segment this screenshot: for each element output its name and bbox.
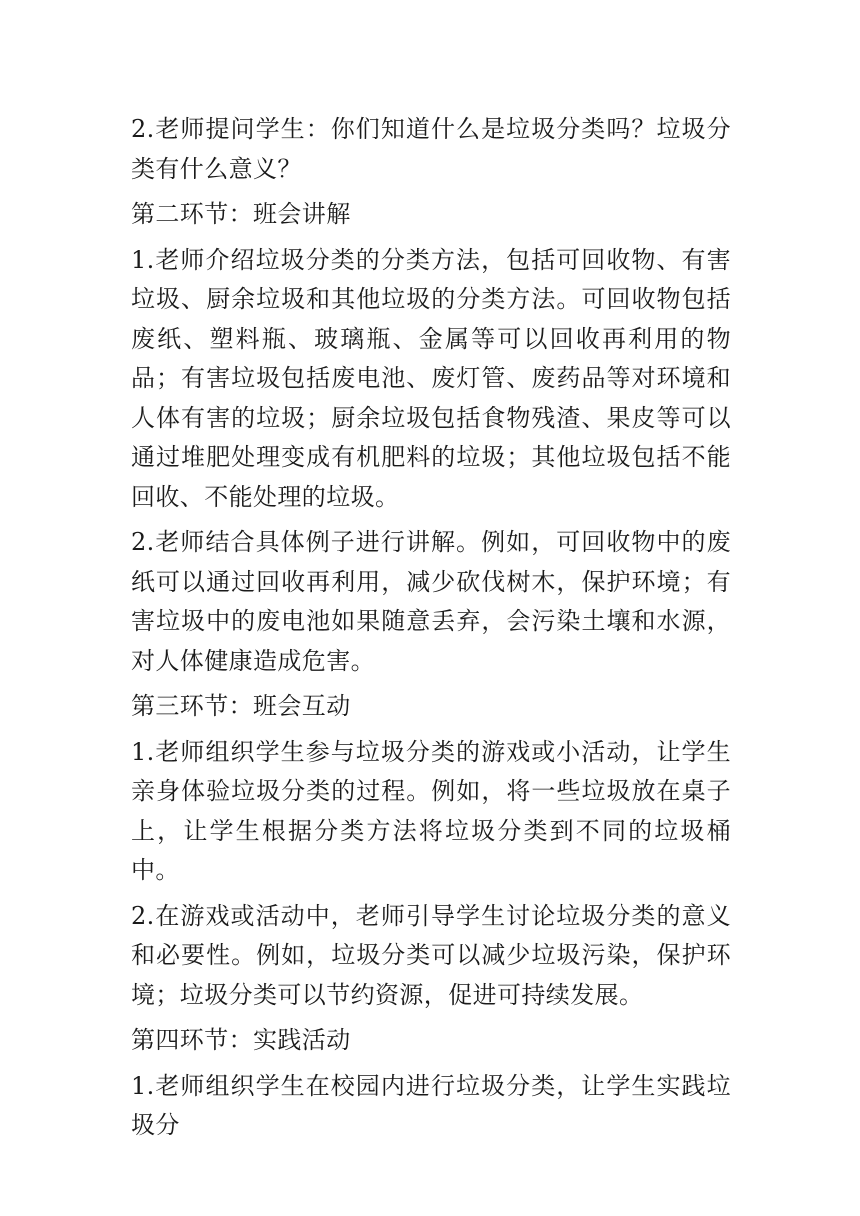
paragraph-classification-methods: 1.老师介绍垃圾分类的分类方法，包括可回收物、有害垃圾、厨余垃圾和其他垃圾的分类方法。可回收物包括废纸、塑料瓶、玻璃瓶、金属等可以回收再利用的物品；有害垃圾包括废电池、废灯管、废药品等对环境和人体有害的垃圾；厨余垃圾包括食物残渣、果皮等可以通过堆肥处理变成有机肥料的垃圾；其他垃圾包括不能回收、不能处理的垃圾。 bbox=[131, 245, 731, 511]
paragraph-game-activity: 1.老师组织学生参与垃圾分类的游戏或小活动，让学生亲身体验垃圾分类的过程。例如，将一些垃圾放在桌子上，让学生根据分类方法将垃圾分类到不同的垃圾桶中。 bbox=[131, 737, 731, 884]
paragraph-question: 2.老师提问学生：你们知道什么是垃圾分类吗？垃圾分类有什么意义？ bbox=[131, 115, 731, 183]
paragraph-practice: 1.老师组织学生在校园内进行垃圾分类，让学生实践垃圾分 bbox=[131, 1071, 731, 1139]
paragraph-examples: 2.老师结合具体例子进行讲解。例如，可回收物中的废纸可以通过回收再利用，减少砍伐树木，保护环境；有害垃圾中的废电池如果随意丢弃，会污染土壤和水源，对人体健康造成危害。 bbox=[131, 528, 731, 675]
section-heading-4: 第四环节：实践活动 bbox=[131, 1026, 351, 1054]
document-body bbox=[131, 110, 731, 1152]
paragraph-discussion: 2.在游戏或活动中，老师引导学生讨论垃圾分类的意义和必要性。例如，垃圾分类可以减少垃圾污染，保护环境；垃圾分类可以节约资源，促进可持续发展。 bbox=[131, 901, 731, 1009]
section-heading-3: 第三环节：班会互动 bbox=[131, 692, 351, 720]
section-heading-2: 第二环节：班会讲解 bbox=[131, 200, 351, 228]
